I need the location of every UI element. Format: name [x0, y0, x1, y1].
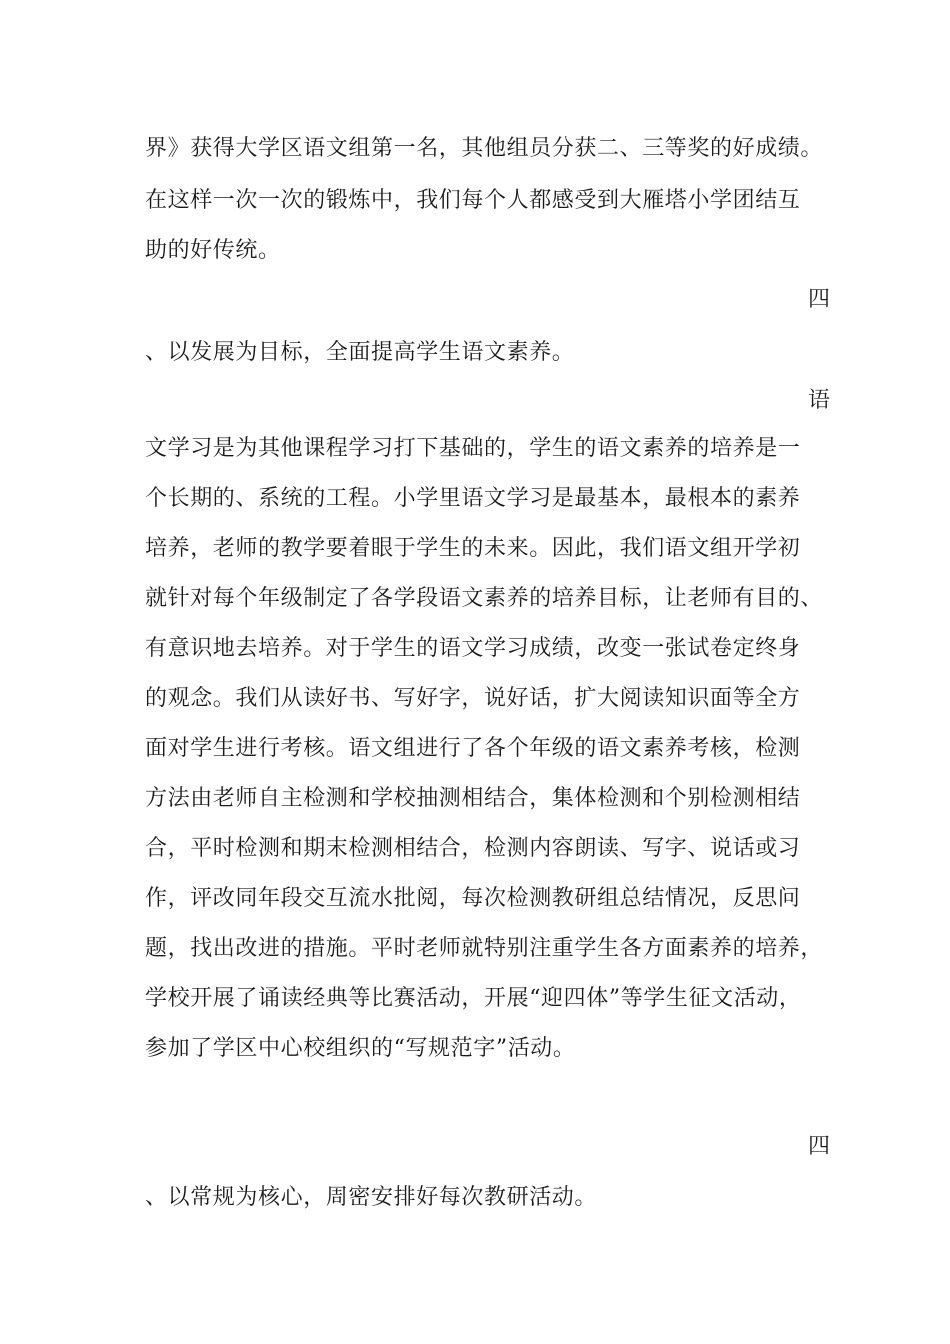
paragraph-line: 学校开展了诵读经典等比赛活动，开展“迎四体”等学生征文活动，	[145, 986, 802, 1011]
section-heading: 、以常规为核心，周密安排好每次教研活动。	[145, 1185, 598, 1210]
paragraph-line: 界》获得大学区语文组第一名，其他组员分获二、三等奖的好成绩。	[145, 136, 824, 161]
section-number: 四	[807, 1134, 830, 1159]
paragraph-line: 有意识地去培养。对于学生的语文学习成绩，改变一张试卷定终身	[145, 636, 801, 661]
paragraph-line: 文学习是为其他课程学习打下基础的，学生的语文素养的培养是一	[145, 436, 801, 461]
paragraph-line: 合，平时检测和期末检测相结合，检测内容朗读、写字、说话或习	[145, 836, 801, 861]
paragraph-line: 方法由老师自主检测和学校抽测相结合，集体检测和个别检测相结	[145, 786, 801, 811]
paragraph-line: 的观念。我们从读好书、写好字，说好话，扩大阅读知识面等全方	[145, 686, 801, 711]
paragraph-line: 助的好传统。	[145, 238, 281, 263]
paragraph-line: 个长期的、系统的工程。小学里语文学习是最基本，最根本的素养	[145, 486, 801, 511]
paragraph-first-char: 语	[807, 388, 830, 413]
paragraph-line: 参加了学区中心校组织的“写规范字”活动。	[145, 1036, 576, 1061]
paragraph-line: 就针对每个年级制定了各学段语文素养的培养目标，让老师有目的、	[145, 586, 824, 611]
section-number: 四	[807, 287, 830, 312]
paragraph-line: 题，找出改进的措施。平时老师就特别注重学生各方面素养的培养，	[145, 936, 824, 961]
paragraph-line: 培养，老师的教学要着眼于学生的未来。因此，我们语文组开学初	[145, 536, 801, 561]
section-heading: 、以发展为目标，全面提高学生语文素养。	[145, 340, 575, 365]
paragraph-line: 在这样一次一次的锻炼中，我们每个人都感受到大雁塔小学团结互	[145, 188, 801, 213]
paragraph-line: 作，评改同年段交互流水批阅，每次检测教研组总结情况，反思问	[145, 886, 801, 911]
paragraph-line: 面对学生进行考核。语文组进行了各个年级的语文素养考核，检测	[145, 736, 801, 761]
